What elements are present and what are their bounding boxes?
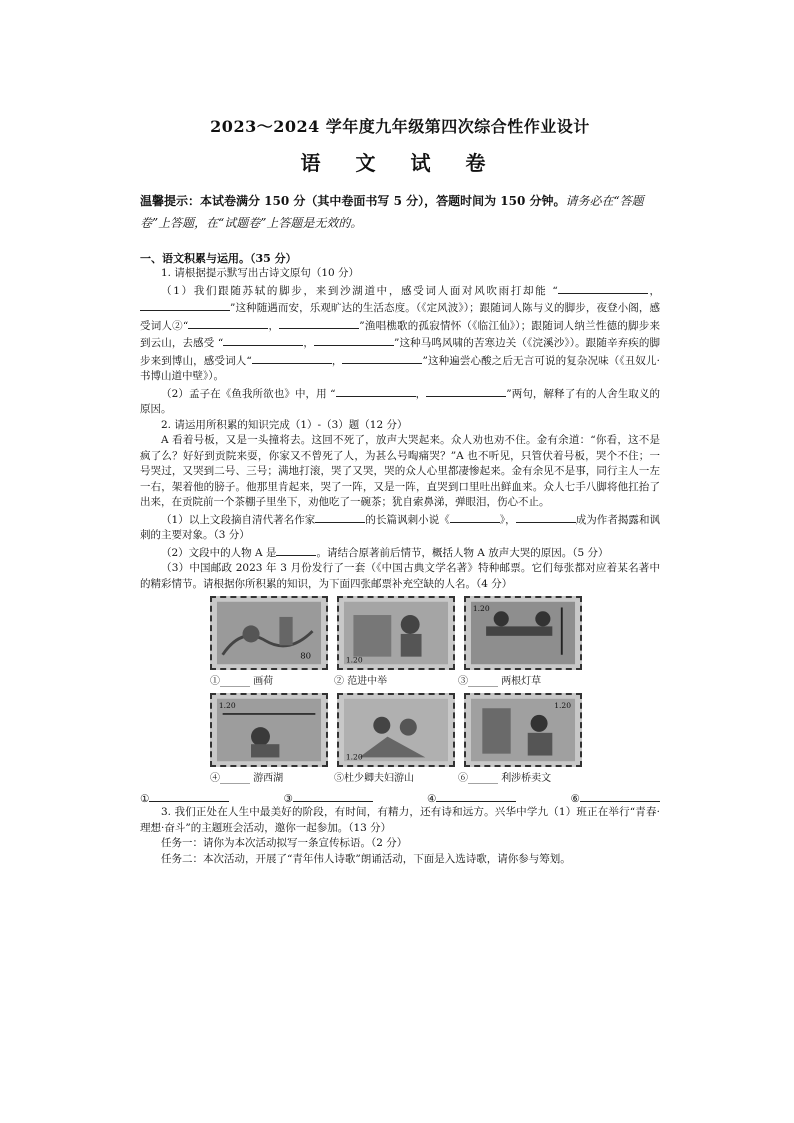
q2-2-text-a: （2）文段中的人物 A 是: [161, 546, 277, 559]
stamp-caption: ①______ 画荷: [210, 676, 274, 687]
answer-blank[interactable]: [436, 790, 516, 802]
answer-blank[interactable]: [293, 790, 373, 802]
stamp-image: [337, 693, 455, 767]
answer-blank[interactable]: [223, 334, 303, 346]
stamp-image: [210, 596, 328, 670]
q2-sub1: [140, 511, 660, 544]
q1-text-a: （1）我们跟随苏轼的脚步，来到沙湖道中，感受词人面对风吹雨打却能 “: [161, 284, 558, 297]
answer-blank[interactable]: [426, 385, 506, 397]
answer-blank[interactable]: [279, 317, 359, 329]
q3-task2: 任务二：本次活动，开展了“青年伟人诗歌”朗诵活动，下面是入选诗歌，请你参与筹划。: [161, 852, 571, 865]
answer-blank[interactable]: [149, 790, 229, 802]
stamp-row-top: [210, 596, 582, 670]
answer-blank[interactable]: [516, 511, 576, 523]
q2-sub3: （3）中国邮政 2023 年 3 月份发行了一套（《中国古典文学名著》特种邮票。它们每张都对应着某名著中的精彩情节。请根据你所积累的知识，为下面四张邮票补充空缺的人名。（4 分）: [140, 562, 660, 590]
notice-text: 温馨提示：本试卷满分 150 分（其中卷面书写 5 分），答题时间为 150 分钟。: [140, 194, 566, 208]
q1-2-text-a: （2）孟子在《鱼我所欲也》中，用 “: [161, 387, 336, 400]
notice-handwritten: 请务必在“答题卷”上答题，在“试题卷”上答题是无效的。: [140, 194, 644, 230]
q2-1-text-b: 的长篇讽刺小说《: [365, 513, 450, 526]
stamp-set: [210, 596, 582, 784]
q3-task1: 任务一：请你为本次活动拟写一条宣传标语。（2 分）: [161, 837, 408, 849]
stamp-value: 1.20: [345, 655, 363, 665]
answer-blank[interactable]: [276, 544, 316, 556]
q2-sub2: [140, 544, 660, 562]
answer-blank[interactable]: [315, 511, 365, 523]
q2-1-text-d: 成为作者揭露和讽刺的主要对象。（3 分）: [140, 513, 661, 541]
exam-subtitle: 语 文 试 卷: [300, 151, 500, 175]
stamp-value: 1.20: [218, 701, 236, 711]
q1-text-c: ”这种随遇而安，乐观旷达的生活态度。（《定风波》）；跟随词人陈与义的脚步，夜登小阁，感受词人②“: [140, 302, 660, 332]
q1-stem: 1. 请根据提示默写出古诗文原句（10 分）: [161, 267, 360, 279]
stamp-caption: ⑥______ 利涉桥卖文: [458, 773, 552, 784]
answer-item: ④: [427, 790, 516, 805]
q1-text-i: ”这种遍尝心酸之后无言可说的复杂况味（《丑奴儿·书博山道中壁》）。: [140, 354, 660, 382]
stamp-captions-top: [210, 672, 582, 687]
stamp-image: [337, 596, 455, 670]
answer-blank[interactable]: [188, 317, 268, 329]
answer-blank[interactable]: [336, 385, 416, 397]
answer-item: ⑥: [571, 790, 660, 805]
q3-intro: 3. 我们正处在人生中最美好的阶段，有时间，有精力，还有诗和远方。兴华中学九（1）班正在举行“青春·理想·奋斗”的主题班会活动，邀你一起参加。（13 分）: [140, 806, 660, 834]
stamp-answer-row: [140, 790, 660, 805]
answer-item: ①: [140, 790, 229, 805]
stamp-row-bottom: [210, 693, 582, 767]
q2-2-text-b: 。请结合原著前后情节，概括人物 A 放声大哭的原因。（5 分）: [316, 546, 609, 559]
stamp-caption: ③______ 两根灯草: [458, 676, 542, 687]
stamp-image: [210, 693, 328, 767]
stamp-caption: ② 范进中举: [334, 676, 388, 687]
answer-blank[interactable]: [314, 334, 394, 346]
stamp-image: [464, 596, 582, 670]
q1-text-f: ，: [303, 337, 315, 349]
q1-2-text-b: ，: [415, 387, 427, 400]
stamp-captions-bottom: [210, 769, 582, 784]
notice: [140, 190, 660, 234]
q1-text-b: ，: [647, 284, 661, 297]
answer-blank[interactable]: [342, 352, 422, 364]
section-heading: 一、语文积累与运用。（35 分）: [140, 252, 297, 265]
stamp-image: [464, 693, 582, 767]
stamp-value: 1.20: [554, 701, 572, 711]
answer-blank[interactable]: [140, 299, 230, 311]
exam-title: 2023～2024 学年度九年级第四次综合性作业设计: [210, 117, 590, 136]
q2-stem: 2. 请运用所积累的知识完成（1）-（3）题（12 分）: [161, 418, 408, 431]
answer-item: ③: [284, 790, 373, 805]
q1-text-e: ”渔唱樵歌的孤寂情怀（《临江仙》）；跟随词人纳兰性德的脚步来到云山，去感受 “: [140, 319, 661, 349]
stamp-value: 1.20: [472, 604, 490, 614]
q1-2-text-c: ”两句，解释了有的人舍生取义的原因。: [140, 387, 661, 415]
q2-passage: A 看着号板，又是一头撞将去。这回不死了，放声大哭起来。众人劝也劝不住。金有余道：“你看，这不是疯了么？好好到贡院来耍，你家又不曾死了人，为甚么号啕痛哭？”A 也不听见，只管伏着号板，哭个不住；一号哭过，又哭到二号、三号；满地打滚，哭了又哭，哭的众人心里都凄惨起来。金有余见不是事，同行主人一左一右，架着他的膀子。他那里肯起来，哭了一阵，又是一阵，直哭到口里吐出鲜血来。众人七手八脚将他扛抬了出来，在贡院前一个茶棚子里坐下，劝他吃了一碗茶；犹自索鼻涕，弹眼泪，伤心不止。: [140, 434, 660, 508]
stamp-caption: ④______ 游西湖: [210, 773, 284, 784]
q1-text-d: ，: [268, 319, 280, 332]
answer-blank[interactable]: [450, 511, 500, 523]
stamp-value: 80: [300, 651, 312, 662]
q1-text-g: ”这种马鸣风啸的苦寒边关（《浣溪沙》）。跟随辛弃疾的脚步来到博山，感受词人“: [140, 337, 660, 367]
q1-text-h: ，: [331, 354, 343, 367]
exam-page: [140, 100, 660, 867]
answer-blank[interactable]: [580, 790, 660, 802]
q1-part2: [140, 385, 660, 418]
q1-part1: [140, 282, 660, 385]
answer-blank[interactable]: [252, 352, 332, 364]
answer-blank[interactable]: [558, 282, 648, 294]
q2-1-text-c: 》，: [499, 513, 516, 526]
stamp-caption: ⑤杜少卿夫妇游山: [334, 773, 414, 784]
stamp-value: 1.20: [345, 752, 363, 762]
q2-1-text-a: （1）以上文段摘自清代著名作家: [161, 513, 316, 526]
